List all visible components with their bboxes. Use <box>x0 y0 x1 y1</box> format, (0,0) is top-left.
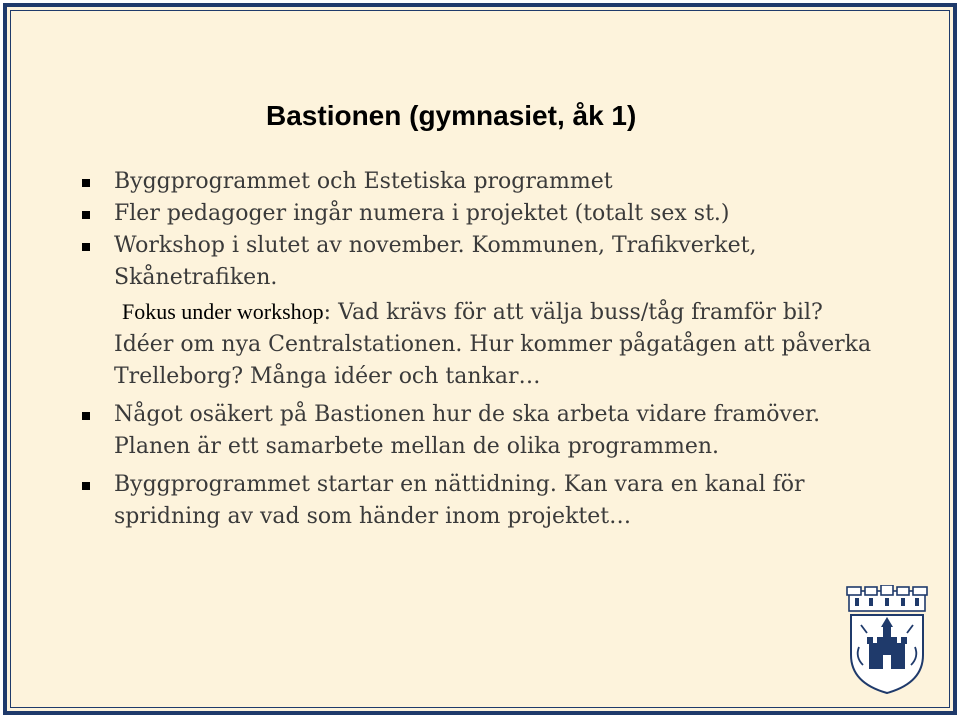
focus-paragraph <box>82 296 872 393</box>
list-item-text: Byggprogrammet startar en nättidning. Kan vara en kanal för spridning av vad som händer inom projektet… <box>114 472 805 529</box>
square-bullet-icon <box>82 412 90 420</box>
list-item <box>82 166 872 198</box>
square-bullet-icon <box>82 211 90 219</box>
list-item <box>82 469 872 533</box>
list-item-text: Något osäkert på Bastionen hur de ska arbeta vidare framöver. Planen är ett samarbete mellan de olika programmen. <box>114 402 821 459</box>
list-item <box>82 198 872 230</box>
list-item-text: Fler pedagoger ingår numera i projektet (totalt sex st.) <box>114 201 730 226</box>
slide-title: Bastionen (gymnasiet, åk 1) <box>266 100 637 131</box>
list-item-text: Byggprogrammet och Estetiska programmet <box>114 169 613 194</box>
list-item <box>82 399 872 463</box>
square-bullet-icon <box>82 179 90 187</box>
list-item <box>82 230 872 294</box>
focus-label: Fokus under workshop <box>122 299 324 324</box>
bullet-list <box>82 166 872 533</box>
trelleborg-coat-of-arms-icon <box>843 585 931 695</box>
square-bullet-icon <box>82 243 90 251</box>
list-item-text: Workshop i slutet av november. Kommunen, Trafikverket, Skånetrafiken. <box>114 233 757 290</box>
focus-text: : Vad krävs för att välja buss/tåg framför bil? Idéer om nya Centralstationen. Hur kommer pågatågen att påverka Trelleborg? Många idéer och tankar… <box>114 300 872 389</box>
square-bullet-icon <box>82 482 90 490</box>
